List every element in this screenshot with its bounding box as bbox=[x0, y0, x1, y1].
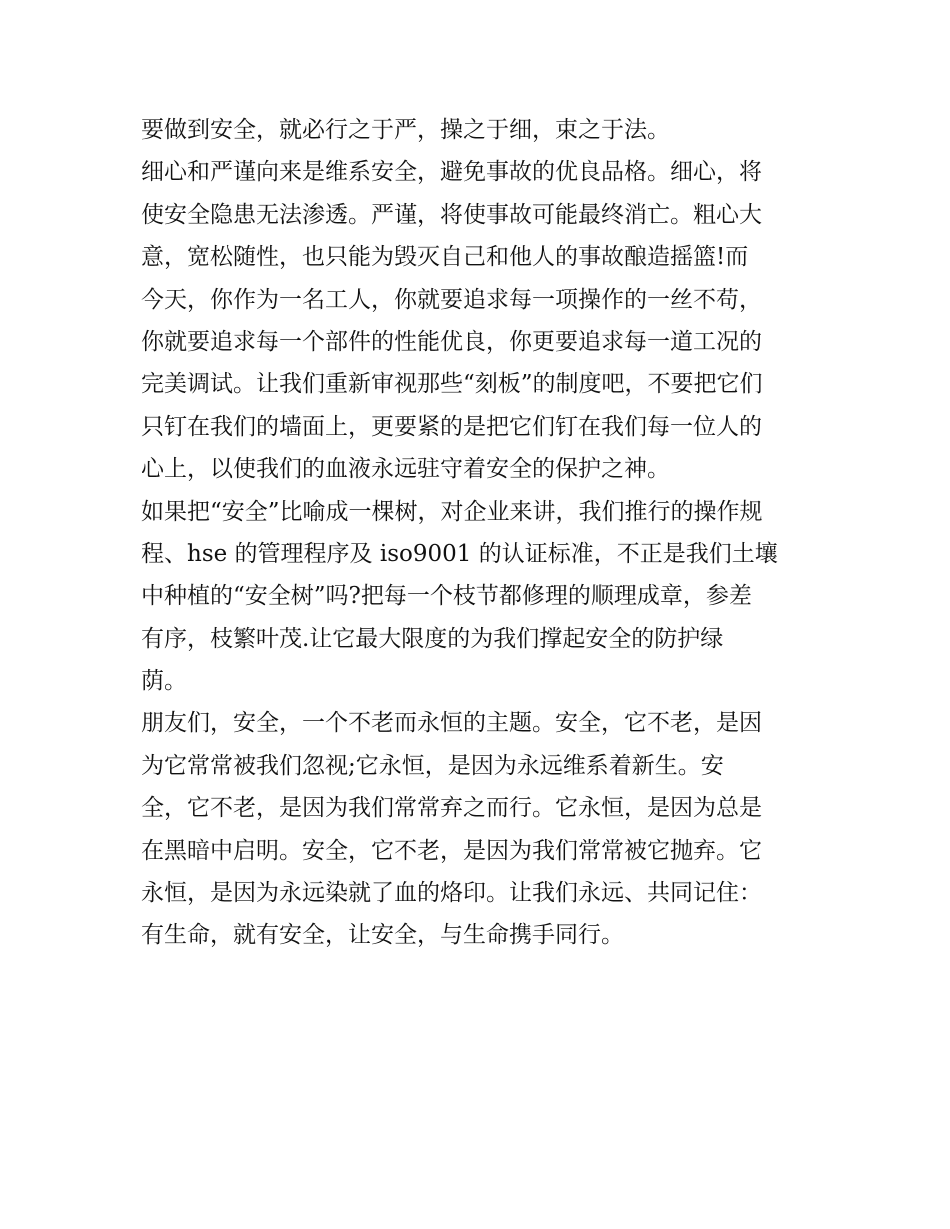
document-body bbox=[141, 109, 821, 957]
text-line: 细心和严谨向来是维系安全，避免事故的优良品格。细心，将 bbox=[141, 159, 762, 186]
text-line: 有序，枝繁叶茂.让它最大限度的为我们撑起安全的防护绿 bbox=[141, 625, 724, 652]
text-line: 在黑暗中启明。安全，它不老，是因为我们常常被它抛弃。它 bbox=[141, 837, 762, 864]
text-line: 如果把“安全”比喻成一棵树，对企业来讲，我们推行的操作规 bbox=[141, 498, 763, 525]
text-line: 完美调试。让我们重新审视那些“刻板”的制度吧，不要把它们 bbox=[141, 371, 763, 398]
text-line: 荫。 bbox=[141, 668, 187, 695]
text-line: 要做到安全，就必行之于严，操之于细，束之于法。 bbox=[141, 117, 670, 143]
text-line: 朋友们，安全，一个不老而永恒的主题。安全，它不老，是因 bbox=[141, 710, 762, 737]
text-line: 全，它不老，是因为我们常常弃之而行。它永恒，是因为总是 bbox=[141, 795, 762, 822]
text-line: 心上，以使我们的血液永远驻守着安全的保护之神。 bbox=[141, 456, 670, 483]
text-line: 中种植的“安全树”吗?把每一个枝节都修理的顺理成章，参差 bbox=[141, 583, 752, 610]
text-line: 意，宽松随性，也只能为毁灭自己和他人的事故酿造摇篮!而 bbox=[141, 244, 749, 271]
text-line: 有生命，就有安全，让安全，与生命携手同行。 bbox=[141, 922, 624, 949]
text-line: 程、hse 的管理程序及 iso9001 的认证标准，不正是我们土壤 bbox=[141, 540, 778, 567]
text-line: 你就要追求每一个部件的性能优良，你更要追求每一道工况的 bbox=[141, 328, 762, 355]
text-line: 只钉在我们的墙面上，更要紧的是把它们钉在我们每一位人的 bbox=[141, 413, 762, 440]
text-line: 为它常常被我们忽视;它永恒，是因为永远维系着新生。安 bbox=[141, 752, 724, 779]
text-line: 永恒，是因为永远染就了血的烙印。让我们永远、共同记住： bbox=[141, 880, 762, 907]
text-line: 今天，你作为一名工人，你就要追求每一项操作的一丝不苟， bbox=[141, 286, 762, 313]
text-line: 使安全隐患无法渗透。严谨，将使事故可能最终消亡。粗心大 bbox=[141, 201, 762, 228]
